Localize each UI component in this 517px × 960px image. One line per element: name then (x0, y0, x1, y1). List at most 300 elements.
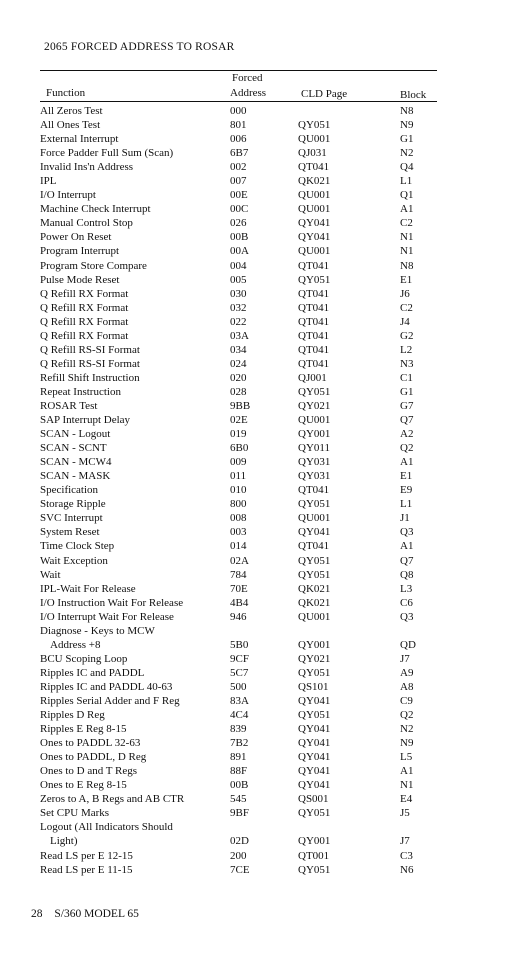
block-cell: N6 (400, 863, 414, 876)
block-cell: J1 (400, 512, 410, 525)
function-cell (40, 469, 226, 483)
table-row (0, 329, 517, 343)
function-text-continued: Address +8 (50, 638, 101, 651)
function-cell (40, 806, 226, 820)
address-cell: 545 (230, 793, 247, 806)
function-cell (40, 820, 226, 848)
address-cell: 02A (230, 554, 249, 567)
header-block: Block (400, 89, 427, 101)
block-cell: J7 (400, 652, 410, 665)
header-forced: Forced (232, 72, 263, 84)
address-cell: 009 (230, 456, 247, 469)
address-cell: 011 (230, 470, 247, 483)
function-text: Ripples E Reg 8-15 (40, 723, 127, 736)
table-row (0, 118, 517, 132)
function-cell (40, 202, 226, 216)
table-row (0, 202, 517, 216)
address-cell: 784 (230, 568, 247, 581)
cld-page-cell: QT041 (298, 357, 330, 370)
table-row (0, 441, 517, 455)
function-cell (40, 736, 226, 750)
table-row (0, 315, 517, 329)
function-text: Machine Check Interrupt (40, 203, 151, 216)
block-cell: L1 (400, 498, 413, 511)
function-text: I/O Instruction Wait For Release (40, 596, 184, 609)
address-cell: 4B4 (230, 596, 249, 609)
table-row (0, 624, 517, 652)
function-cell (40, 596, 226, 610)
table-row (0, 174, 517, 188)
cld-page-cell: QY001 (298, 638, 331, 651)
address-cell: 5B0 (230, 638, 249, 651)
block-cell: G7 (400, 399, 414, 412)
function-cell (40, 315, 226, 329)
function-cell (40, 188, 226, 202)
function-cell (40, 708, 226, 722)
function-cell (40, 174, 226, 188)
header-address: Address (230, 87, 267, 99)
block-cell: J4 (400, 315, 410, 328)
function-text: Ones to D and T Regs (40, 765, 138, 778)
block-cell: C6 (400, 596, 413, 609)
table-row (0, 160, 517, 174)
address-cell: 7CE (230, 863, 250, 876)
function-text: BCU Scoping Loop (40, 652, 128, 665)
cld-page-cell: QU001 (298, 133, 331, 146)
cld-page-cell: QY041 (298, 723, 331, 736)
block-cell: E4 (400, 793, 413, 806)
cld-page-cell: QU001 (298, 414, 331, 427)
block-cell: Q1 (400, 189, 414, 202)
address-cell: 022 (230, 315, 247, 328)
block-cell: Q7 (400, 554, 414, 567)
function-cell (40, 722, 226, 736)
function-cell (40, 385, 226, 399)
table-row (0, 511, 517, 525)
function-text: Ripples D Reg (40, 709, 105, 722)
address-cell: 00B (230, 779, 249, 792)
table-row (0, 301, 517, 315)
block-cell: L3 (400, 582, 413, 595)
function-text: Logout (All Indicators Should (40, 821, 173, 834)
cld-page-cell: QY021 (298, 399, 331, 412)
block-cell: N1 (400, 245, 414, 258)
table-row (0, 525, 517, 539)
block-cell: Q3 (400, 526, 414, 539)
cld-page-cell: QT041 (298, 315, 330, 328)
function-text: External Interrupt (40, 133, 119, 146)
header-cld-page: CLD Page (301, 88, 348, 100)
function-text: Storage Ripple (40, 498, 106, 511)
cld-page-cell: QY051 (298, 385, 331, 398)
address-cell: 002 (230, 161, 247, 174)
address-cell: 6B7 (230, 147, 249, 160)
function-text: Wait (40, 568, 61, 581)
address-cell: 6B0 (230, 442, 249, 455)
table-row (0, 483, 517, 497)
cld-page-cell: QY021 (298, 652, 331, 665)
block-cell: N8 (400, 259, 414, 272)
table-row (0, 427, 517, 441)
cld-page-cell: QY051 (298, 666, 331, 679)
address-cell: 004 (230, 259, 247, 272)
cld-page-cell: QK021 (298, 582, 331, 595)
cld-page-cell: QY051 (298, 568, 331, 581)
cld-page-cell: QY001 (298, 428, 331, 441)
cld-page-cell: QS101 (298, 680, 329, 693)
block-cell: A1 (400, 456, 414, 469)
function-text: Ripples IC and PADDL (40, 666, 145, 679)
cld-page-cell: QS001 (298, 793, 329, 806)
cld-page-cell: QT041 (298, 484, 330, 497)
function-cell (40, 652, 226, 666)
table-row (0, 216, 517, 230)
cld-page-cell: QY051 (298, 273, 331, 286)
address-cell: 00C (230, 203, 249, 216)
table-row (0, 750, 517, 764)
table-row (0, 666, 517, 680)
function-cell (40, 343, 226, 357)
cld-page-cell: QY041 (298, 751, 331, 764)
table-body (0, 104, 517, 877)
block-cell: Q8 (400, 568, 414, 581)
footer-text: S/360 MODEL 65 (54, 908, 139, 920)
address-cell: 9CF (230, 652, 249, 665)
cld-page-cell: QT041 (298, 343, 330, 356)
function-text: Ripples IC and PADDL 40-63 (40, 680, 173, 693)
address-cell: 9BF (230, 807, 249, 820)
address-cell: 024 (230, 357, 247, 370)
function-cell (40, 568, 226, 582)
function-cell (40, 441, 226, 455)
block-cell: E1 (400, 470, 413, 483)
function-text: Q Refill RX Format (40, 329, 129, 342)
function-text: System Reset (40, 526, 100, 539)
cld-page-cell: QY041 (298, 737, 331, 750)
cld-page-cell: QY031 (298, 456, 331, 469)
function-cell (40, 554, 226, 568)
cld-page-cell: QU001 (298, 189, 331, 202)
block-cell: L5 (400, 751, 413, 764)
table-row (0, 132, 517, 146)
page-title: 2065 FORCED ADDRESS TO ROSAR (44, 41, 235, 53)
function-text: SVC Interrupt (40, 512, 103, 525)
cld-page-cell: QY051 (298, 554, 331, 567)
function-text: Force Padder Full Sum (Scan) (40, 147, 174, 160)
table-row (0, 778, 517, 792)
cld-page-cell: QT041 (298, 259, 330, 272)
function-text: Q Refill RX Format (40, 287, 129, 300)
address-cell: 03A (230, 329, 249, 342)
function-text: SCAN - MCW4 (40, 456, 112, 469)
function-text: All Zeros Test (40, 105, 103, 117)
table-row (0, 343, 517, 357)
function-text: Ones to E Reg 8-15 (40, 779, 127, 792)
address-cell: 020 (230, 371, 247, 384)
address-cell: 4C4 (230, 709, 249, 722)
table-row (0, 273, 517, 287)
block-cell: Q7 (400, 414, 414, 427)
function-text: Specification (40, 484, 99, 497)
table-row (0, 736, 517, 750)
address-cell: 70E (230, 582, 248, 595)
page-number: 28 (31, 908, 43, 920)
header-function: Function (46, 87, 86, 99)
block-cell: Q2 (400, 442, 414, 455)
function-cell (40, 104, 226, 118)
cld-page-cell: QY051 (298, 807, 331, 820)
table-row (0, 610, 517, 624)
cld-page-cell: QY041 (298, 779, 331, 792)
address-cell: 00A (230, 245, 249, 258)
block-cell: N9 (400, 119, 414, 132)
address-cell: 891 (230, 751, 247, 764)
table-row (0, 539, 517, 553)
function-cell (40, 273, 226, 287)
address-cell: 005 (230, 273, 247, 286)
function-cell (40, 624, 226, 652)
table-row (0, 849, 517, 863)
table-row (0, 554, 517, 568)
function-cell (40, 329, 226, 343)
function-cell (40, 118, 226, 132)
table-row (0, 385, 517, 399)
table-row (0, 287, 517, 301)
table-row (0, 863, 517, 877)
cld-page-cell: QY031 (298, 470, 331, 483)
cld-page-cell: QT001 (298, 849, 330, 862)
function-cell (40, 764, 226, 778)
table-row (0, 568, 517, 582)
function-text: SCAN - MASK (40, 470, 111, 483)
address-cell: 019 (230, 428, 247, 441)
function-cell (40, 497, 226, 511)
function-text: Program Store Compare (40, 259, 147, 272)
function-cell (40, 778, 226, 792)
table-row (0, 596, 517, 610)
function-text: Diagnose - Keys to MCW (40, 624, 155, 637)
block-cell: C9 (400, 694, 413, 707)
table-row (0, 806, 517, 820)
address-cell: 02E (230, 414, 248, 427)
address-cell: 00E (230, 189, 248, 202)
cld-page-cell: QY001 (298, 835, 331, 848)
table-row (0, 104, 517, 118)
block-cell: QD (400, 638, 416, 651)
cld-page-cell: QU001 (298, 245, 331, 258)
function-cell (40, 525, 226, 539)
block-cell: N2 (400, 147, 414, 160)
function-text: I/O Interrupt (40, 189, 96, 202)
block-cell: N1 (400, 779, 414, 792)
function-cell (40, 413, 226, 427)
cld-page-cell: QT041 (298, 301, 330, 314)
table-row (0, 146, 517, 160)
function-cell (40, 132, 226, 146)
function-cell (40, 301, 226, 315)
function-text: Invalid Ins'n Address (40, 161, 134, 174)
table-row (0, 188, 517, 202)
cld-page-cell: QY051 (298, 709, 331, 722)
block-cell: L2 (400, 343, 413, 356)
function-text: Manual Control Stop (40, 217, 133, 230)
address-cell: 006 (230, 133, 247, 146)
address-cell: 88F (230, 765, 248, 778)
function-text: Q Refill RX Format (40, 315, 129, 328)
cld-page-cell: QY041 (298, 765, 331, 778)
address-cell: 014 (230, 540, 247, 553)
function-text: Time Clock Step (40, 540, 115, 553)
cld-page-cell: QU001 (298, 203, 331, 216)
block-cell: C1 (400, 371, 413, 384)
block-cell: J7 (400, 835, 410, 848)
function-cell (40, 230, 226, 244)
function-cell (40, 792, 226, 806)
table-row (0, 764, 517, 778)
function-text-continued: Light) (50, 835, 78, 848)
cld-page-cell: QY041 (298, 217, 331, 230)
address-cell: 800 (230, 498, 247, 511)
table-row (0, 582, 517, 596)
table-row (0, 413, 517, 427)
function-text: Ones to PADDL 32-63 (40, 737, 141, 750)
function-cell (40, 427, 226, 441)
address-cell: 946 (230, 610, 247, 623)
function-cell (40, 694, 226, 708)
function-cell (40, 455, 226, 469)
address-cell: 007 (230, 175, 247, 188)
function-text: SCAN - Logout (40, 428, 111, 441)
function-cell (40, 582, 226, 596)
function-text: Q Refill RS-SI Format (40, 357, 140, 370)
block-cell: C3 (400, 849, 413, 862)
address-cell: 030 (230, 287, 247, 300)
cld-page-cell: QU001 (298, 512, 331, 525)
cld-page-cell: QY051 (298, 119, 331, 132)
table-row (0, 455, 517, 469)
table-row (0, 722, 517, 736)
function-text: Pulse Mode Reset (40, 273, 120, 286)
block-cell: A8 (400, 680, 414, 693)
table-row (0, 708, 517, 722)
function-cell (40, 371, 226, 385)
function-cell (40, 610, 226, 624)
function-text: Read LS per E 11-15 (40, 863, 133, 876)
cld-page-cell: QY041 (298, 526, 331, 539)
cld-page-cell: QY051 (298, 498, 331, 511)
address-cell: 034 (230, 343, 247, 356)
block-cell: G1 (400, 133, 414, 146)
function-cell (40, 863, 226, 877)
function-cell (40, 146, 226, 160)
block-cell: C2 (400, 217, 413, 230)
table-row (0, 357, 517, 371)
cld-page-cell: QY011 (298, 442, 330, 455)
table-row (0, 652, 517, 666)
block-cell: G2 (400, 329, 414, 342)
cld-page-cell: QT041 (298, 287, 330, 300)
function-cell (40, 357, 226, 371)
address-cell: 7B2 (230, 737, 249, 750)
address-cell: 83A (230, 694, 249, 707)
table-row (0, 694, 517, 708)
function-cell (40, 244, 226, 258)
function-text: ROSAR Test (40, 399, 98, 412)
block-cell: E1 (400, 273, 413, 286)
function-cell (40, 849, 226, 863)
cld-page-cell: QY051 (298, 863, 331, 876)
block-cell: A2 (400, 428, 414, 441)
address-cell: 200 (230, 849, 247, 862)
table-row (0, 244, 517, 258)
address-cell: 5C7 (230, 666, 249, 679)
table-row (0, 680, 517, 694)
block-cell: Q2 (400, 709, 414, 722)
function-cell (40, 287, 226, 301)
page-footer (31, 908, 139, 920)
cld-page-cell: QJ001 (298, 371, 327, 384)
block-cell: J6 (400, 287, 410, 300)
block-cell: J5 (400, 807, 410, 820)
address-cell: 00B (230, 231, 249, 244)
cld-page-cell: QU001 (298, 610, 331, 623)
function-text: Power On Reset (40, 231, 112, 244)
block-cell: N2 (400, 723, 414, 736)
address-cell: 839 (230, 723, 247, 736)
function-cell (40, 160, 226, 174)
function-text: Q Refill RX Format (40, 301, 129, 314)
table-row (0, 820, 517, 848)
function-cell (40, 539, 226, 553)
block-cell: N3 (400, 357, 414, 370)
block-cell: Q3 (400, 610, 414, 623)
cld-page-cell: QT041 (298, 161, 330, 174)
table-row (0, 399, 517, 413)
cld-page-cell: QJ031 (298, 147, 327, 160)
block-cell: L1 (400, 175, 413, 188)
block-cell: N1 (400, 231, 414, 244)
block-cell: G1 (400, 385, 414, 398)
cld-page-cell: QT041 (298, 329, 330, 342)
function-text: Ones to PADDL, D Reg (40, 751, 147, 764)
block-cell: E9 (400, 484, 413, 497)
function-text: Set CPU Marks (40, 807, 110, 820)
function-text: IPL (40, 175, 57, 188)
table-row (0, 259, 517, 273)
block-cell: C2 (400, 301, 413, 314)
address-cell: 003 (230, 526, 247, 539)
function-cell (40, 666, 226, 680)
function-cell (40, 259, 226, 273)
block-cell: A1 (400, 765, 414, 778)
table-top-rule (40, 70, 437, 71)
function-cell (40, 399, 226, 413)
function-cell (40, 750, 226, 764)
block-cell: A9 (400, 666, 414, 679)
function-cell (40, 511, 226, 525)
function-text: Wait Exception (40, 554, 108, 567)
function-text: All Ones Test (40, 119, 101, 132)
function-text: I/O Interrupt Wait For Release (40, 610, 174, 623)
block-cell: A1 (400, 203, 414, 216)
table-row (0, 497, 517, 511)
address-cell: 9BB (230, 399, 251, 412)
address-cell: 801 (230, 119, 247, 132)
block-cell: N9 (400, 737, 414, 750)
address-cell: 032 (230, 301, 247, 314)
function-text: Read LS per E 12-15 (40, 849, 133, 862)
address-cell: 010 (230, 484, 247, 497)
